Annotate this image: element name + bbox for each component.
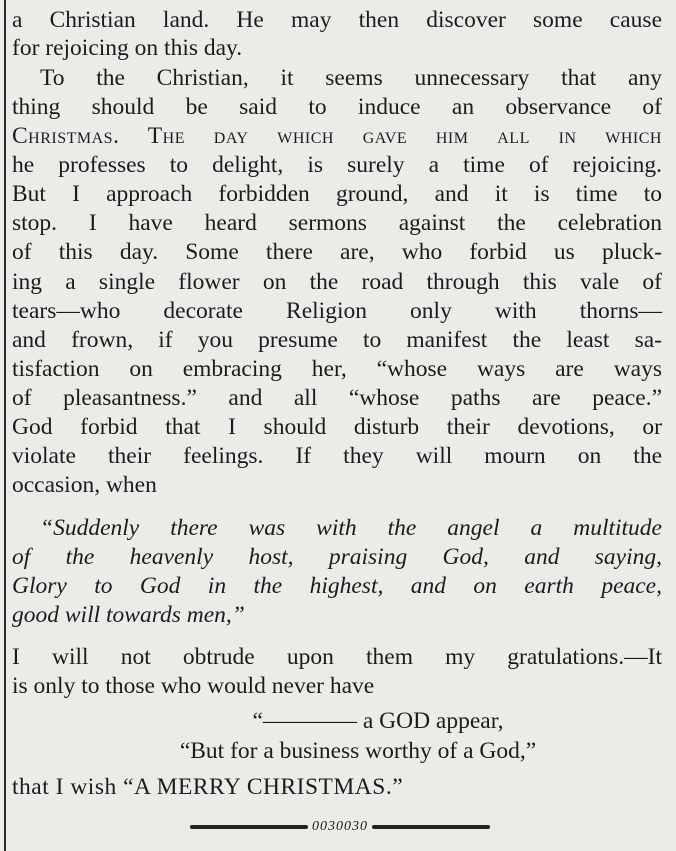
quote-line: “Suddenly there was with the angel a multitude: [40, 515, 662, 541]
text-line: But I approach forbidden ground, and it is time to: [12, 181, 662, 207]
divider-ornament: 0030030: [312, 819, 368, 834]
text-line: a Christian land. He may then discover some cause: [12, 7, 662, 33]
text-line: ing a single flower on the road through this vale of: [12, 269, 662, 295]
text-line: Christmas. The day which gave him all in which: [12, 123, 662, 149]
divider-bar-right: [372, 825, 490, 829]
text-line: God forbid that I should disturb their devotions, or: [12, 414, 662, 440]
text-line: violate their feelings. If they will mourn on the: [12, 443, 662, 469]
text-line: of this day. Some there are, who forbid us pluck-: [12, 239, 662, 265]
ornamental-divider: [190, 820, 490, 834]
closing-line: that I wish “A MERRY CHRISTMAS.”: [12, 774, 404, 800]
verse-line: “But for a business worthy of a God,”: [179, 738, 537, 764]
text-line: is only to those who would never have: [12, 673, 375, 699]
text-line: and frown, if you presume to manifest the least sa-: [12, 327, 662, 353]
text-line: tears—who decorate Religion only with thorns—: [12, 298, 662, 324]
text-line: he professes to delight, is surely a time of rejoicing.: [12, 152, 662, 178]
quote-line: good will towards men,”: [12, 602, 245, 628]
quote-line: Glory to God in the highest, and on earth peace,: [12, 573, 662, 599]
text-line: I will not obtrude upon them my gratulations.—It: [12, 644, 662, 670]
text-line: thing should be said to induce an observance of: [12, 94, 662, 120]
text-line: of pleasantness.” and all “whose paths are peace.”: [12, 385, 662, 411]
text-line: stop. I have heard sermons against the celebration: [12, 210, 662, 236]
column-rule: [4, 0, 6, 851]
text-line: occasion, when: [12, 472, 157, 498]
text-line: To the Christian, it seems unnecessary that any: [40, 65, 662, 91]
divider-bar-left: [190, 825, 308, 829]
text-line: tisfaction on embracing her, “whose ways are ways: [12, 356, 662, 382]
quote-line: of the heavenly host, praising God, and saying,: [12, 544, 662, 570]
verse-line: “———— a GOD appear,: [252, 708, 504, 734]
text-line: for rejoicing on this day.: [12, 35, 243, 61]
